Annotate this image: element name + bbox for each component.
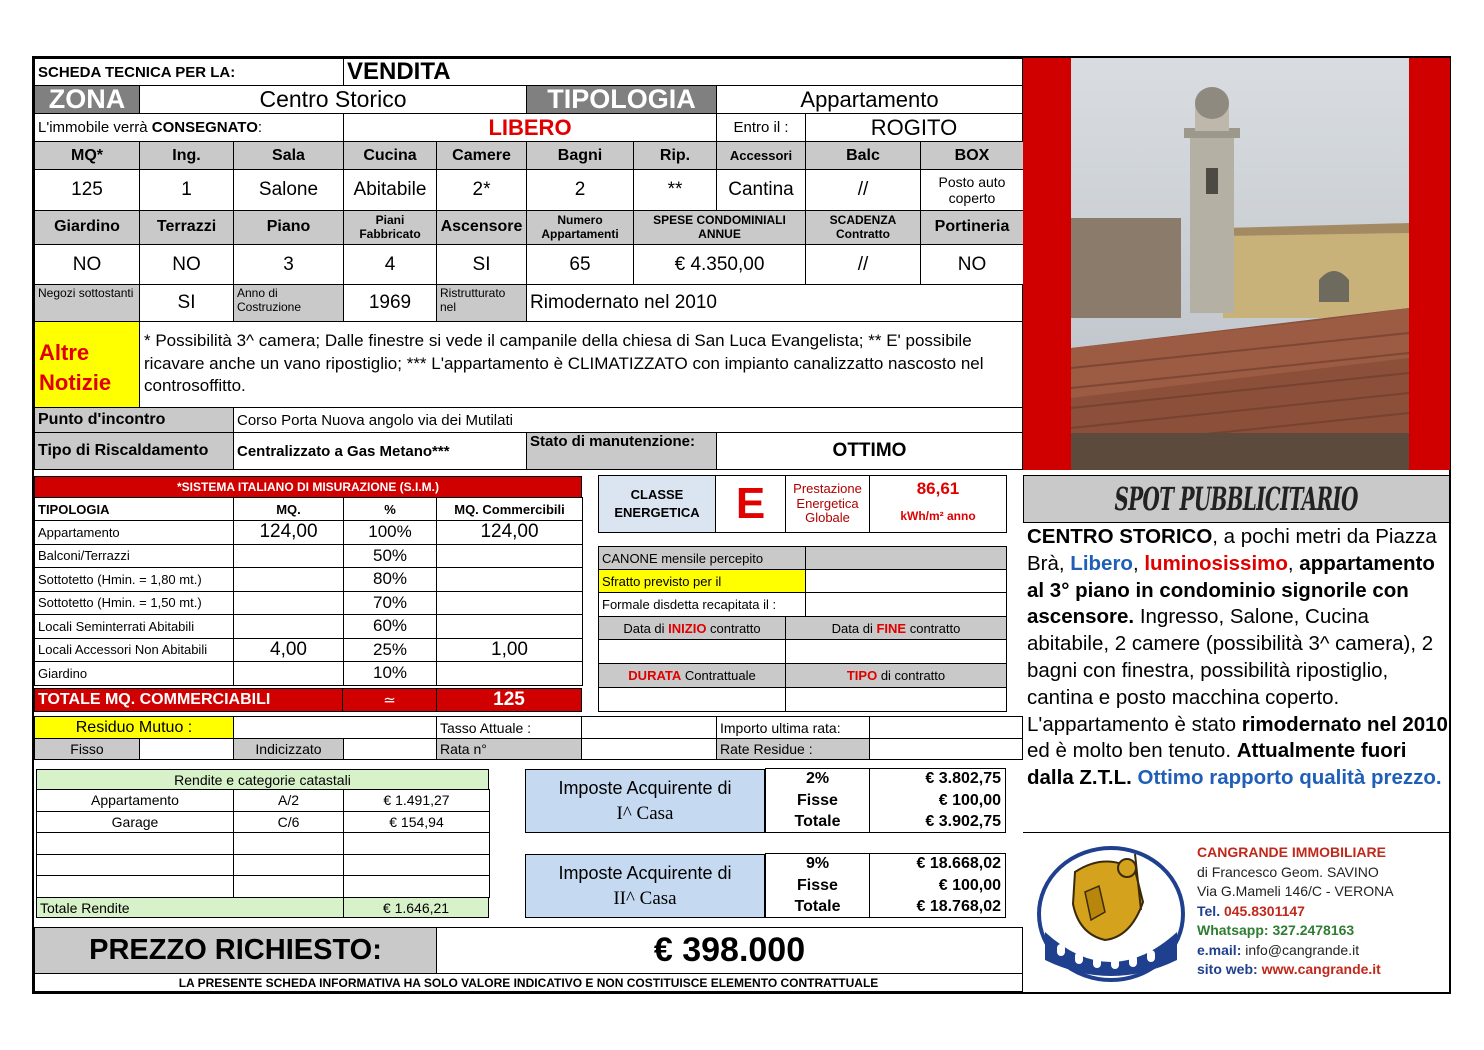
catasto-cell <box>233 854 344 877</box>
sim-cell <box>436 567 583 592</box>
catasto-cell <box>343 875 490 898</box>
spot-t7: appartamento al 3° piano in condominio signorile con ascensore. <box>1027 551 1435 629</box>
sim-cell: Locali Seminterrati Abitabili <box>34 614 234 639</box>
imposte-label: 9% <box>805 855 830 873</box>
prezzo-value: € 398.000 <box>436 927 1023 974</box>
grid1-value: Abitabile <box>343 169 437 211</box>
consegnato-prefix: L'immobile verrà <box>38 119 152 136</box>
sim-cell <box>233 544 344 569</box>
grid2-header: Portineria <box>920 210 1024 245</box>
imposte-label: Fisse <box>797 876 838 894</box>
indicizzato-value[interactable] <box>343 738 437 760</box>
zona-label: ZONA <box>34 85 140 114</box>
residuo-mutuo-value[interactable] <box>233 716 437 739</box>
sfratto-label: Sfratto previsto per il <box>598 569 806 593</box>
grid1-value: Cantina <box>716 169 806 211</box>
anno-value: 1969 <box>343 284 437 322</box>
grid1-header: Rip. <box>633 141 717 170</box>
web-value[interactable]: www.cangrande.it <box>1261 961 1381 977</box>
canone-value <box>805 546 1007 570</box>
grid2-header: SCADENZA Contratto <box>805 210 921 245</box>
spot-separator <box>1023 832 1450 833</box>
incontro-value: Corso Porta Nuova angolo via dei Mutilati <box>233 407 1023 433</box>
inizio-post: contratto <box>706 620 761 636</box>
sim-header: % <box>343 497 437 521</box>
grid1-header: Sala <box>233 141 344 170</box>
catasto-cell <box>233 832 344 855</box>
canone-label: CANONE mensile percepito <box>598 546 806 570</box>
grid1-value: 2* <box>436 169 527 211</box>
sim-header: MQ. <box>233 497 344 521</box>
sim-cell: 124,00 <box>233 520 344 545</box>
inizio-label <box>598 616 786 640</box>
sim-cell: 70% <box>343 591 437 616</box>
catasto-title: Rendite e categorie catastali <box>36 769 489 790</box>
sim-cell: Appartamento <box>34 520 234 545</box>
sim-total-label: TOTALE MQ. COMMERCIABILI <box>34 688 343 712</box>
sim-cell: 124,00 <box>436 520 583 545</box>
catasto-cell <box>36 854 234 877</box>
consegnato-suffix: : <box>257 119 263 136</box>
entro-label: Entro il : <box>716 113 806 142</box>
sfratto-value[interactable] <box>805 569 1007 593</box>
spot-title <box>1023 475 1450 523</box>
spot-t11: Attualmente fuori dalla Z.T.L. <box>1027 739 1407 790</box>
grid1-value: 2 <box>526 169 634 211</box>
sim-cell: 4,00 <box>233 638 344 663</box>
scheda-label: SCHEDA TECNICA PER LA: <box>34 58 344 86</box>
fine-value[interactable] <box>785 639 1007 664</box>
sim-cell <box>233 661 344 686</box>
spot-t8: Ingresso, Salone, Cucina abitabile, 2 camere (possibilità 3^ camera), 2 bagni con finestra, possibilità ripostiglio, cantina e posto macchina coperto. L'appartamento è stato <box>1027 605 1434 736</box>
sim-cell <box>436 591 583 616</box>
tasso-value[interactable] <box>581 716 717 739</box>
grid2-header: Numero Appartamenti <box>526 210 634 245</box>
imposte-divider <box>869 768 870 833</box>
imposte-prima-casa <box>525 769 765 833</box>
email-value[interactable]: info@cangrande.it <box>1245 941 1360 958</box>
fine-red: FINE <box>876 620 907 636</box>
stato-label: Stato di manutenzione: <box>526 432 717 470</box>
catasto-total-value: € 1.646,21 <box>343 897 489 918</box>
durata-red: DURATA <box>628 668 682 683</box>
rata-label: Rata n° <box>436 738 582 760</box>
sim-cell: 1,00 <box>436 638 583 663</box>
spot-text <box>1027 524 1448 829</box>
classe-energetica-label: CLASSE ENERGETICA <box>598 475 716 533</box>
prestazione-label <box>785 475 870 533</box>
spot-t4: , <box>1132 551 1145 575</box>
fisso-value[interactable] <box>139 738 234 760</box>
grid1-value: 125 <box>34 169 140 211</box>
riscaldamento-label: Tipo di Riscaldamento <box>34 432 234 470</box>
inizio-value[interactable] <box>598 639 786 664</box>
imposte-value: € 100,00 <box>938 876 1001 894</box>
agency-web <box>1197 960 1449 980</box>
agency-email <box>1197 941 1449 961</box>
grid1-header: MQ* <box>34 141 140 170</box>
agency-name: CANGRANDE IMMOBILIARE <box>1197 844 1386 860</box>
negozi-value: SI <box>139 284 234 322</box>
stato-value: OTTIMO <box>716 432 1023 470</box>
imposte-frame <box>765 768 1006 833</box>
imposte-value: € 18.668,02 <box>916 855 1001 873</box>
imposte-label: Fisse <box>797 791 838 809</box>
grid2-value: NO <box>920 244 1024 285</box>
church-photo <box>1023 58 1450 470</box>
grid1-header: Ing. <box>139 141 234 170</box>
sim-cell: Locali Accessori Non Abitabili <box>34 638 234 663</box>
agency-info <box>1197 843 1449 983</box>
sim-header: TIPOLOGIA <box>34 497 234 521</box>
rata-value[interactable] <box>581 738 717 760</box>
agency-tel <box>1197 902 1449 922</box>
tipo-contratto-label <box>785 663 1007 688</box>
spot-t2: , a pochi metri da Piazza Brà, <box>1027 525 1437 575</box>
sim-cell: Sottotetto (Hmin. = 1,50 mt.) <box>34 591 234 616</box>
fisso-label: Fisso <box>34 738 140 760</box>
agency-whatsapp <box>1197 921 1449 941</box>
grid1-value: Posto auto coperto <box>920 169 1024 211</box>
grid2-header: Piani Fabbricato <box>343 210 437 245</box>
sim-title: *SISTEMA ITALIANO DI MISURAZIONE (S.I.M.) <box>34 476 582 498</box>
email-label: e.mail: <box>1197 941 1242 958</box>
sim-cell: 10% <box>343 661 437 686</box>
sim-cell <box>233 567 344 592</box>
riscaldamento-value: Centralizzato a Gas Metano*** <box>233 432 527 470</box>
fine-pre: Data di <box>831 620 877 636</box>
catasto-cell: € 1.491,27 <box>343 789 490 812</box>
grid2-header: Piano <box>233 210 344 245</box>
notizie-text: * Possibilità 3^ camera; Dalle finestre si vede il campanile della chiesa di San Luca Evangelista; ** E' possibile ricavare anche un vano ripostiglio; *** L'appartamento è CLIMATIZZATO con impianto canalizzatto nascosto nel controsoffitto. <box>139 321 1023 408</box>
grid2-value: € 4.350,00 <box>633 244 806 285</box>
catasto-cell: Appartamento <box>36 789 234 812</box>
grid1-header: Bagni <box>526 141 634 170</box>
spot-t13: Ottimo rapporto qualità prezzo. <box>1137 766 1442 790</box>
grid2-value: 3 <box>233 244 344 285</box>
fine-label <box>785 616 1007 640</box>
spot-t9: rimodernato nel 2010 <box>1241 712 1448 736</box>
catasto-cell <box>36 832 234 855</box>
grid1-header: Accessori <box>716 141 806 170</box>
scheda-value: VENDITA <box>343 58 1023 86</box>
tasso-label: Tasso Attuale : <box>436 716 582 739</box>
sim-cell: 50% <box>343 544 437 569</box>
tel-label: Tel. <box>1197 902 1221 919</box>
tel-value[interactable]: 045.8301147 <box>1223 902 1305 919</box>
imposte1-label2: I^ Casa <box>616 802 674 824</box>
grid1-header: Cucina <box>343 141 437 170</box>
agency-line1: di Francesco Geom. SAVINO <box>1197 863 1379 880</box>
grid2-value: // <box>805 244 921 285</box>
grid1-header: Balc <box>805 141 921 170</box>
sim-cell: Giardino <box>34 661 234 686</box>
negozi-label: Negozi sottostanti <box>34 284 140 322</box>
imposte1-label1: Imposte Acquirente di <box>558 777 732 798</box>
imposte-divider <box>869 853 870 918</box>
imposte2-label2: II^ Casa <box>613 887 677 909</box>
prestazione-unit: kWh/m² anno <box>869 500 1007 533</box>
prestazione-value: 86,61 <box>869 475 1007 501</box>
residuo-mutuo-label: Residuo Mutuo : <box>34 716 234 739</box>
sim-cell <box>436 614 583 639</box>
imposte-seconda-casa <box>525 854 765 918</box>
tipo-red: TIPO <box>846 668 878 683</box>
consegnato-label <box>34 113 344 142</box>
catasto-cell <box>36 875 234 898</box>
rate-residue-label: Rate Residue : <box>716 738 870 760</box>
inizio-red: INIZIO <box>668 620 707 636</box>
imposte-label: 2% <box>805 770 830 788</box>
whatsapp-label: Whatsapp: <box>1197 922 1269 938</box>
grid2-header: Terrazzi <box>139 210 234 245</box>
sim-total-value: 125 <box>436 688 582 712</box>
spot-t1: CENTRO STORICO <box>1027 525 1213 548</box>
imposte-label: Totale <box>794 898 841 916</box>
imposte-value: € 3.802,75 <box>925 770 1001 788</box>
whatsapp-value[interactable]: 327.2478163 <box>1272 922 1355 938</box>
durata-post: Contrattuale <box>681 668 756 683</box>
catasto-cell: Garage <box>36 811 234 834</box>
sim-cell <box>436 661 583 686</box>
grid2-header: Giardino <box>34 210 140 245</box>
zona-value: Centro Storico <box>139 85 527 114</box>
grid2-value: 4 <box>343 244 437 285</box>
sim-cell <box>436 544 583 569</box>
sim-cell: 25% <box>343 638 437 663</box>
entro-value: ROGITO <box>805 113 1023 142</box>
incontro-label: Punto d'incontro <box>34 407 234 433</box>
consegnato-bold: CONSEGNATO <box>151 119 258 136</box>
rate-residue-value[interactable] <box>869 738 1023 760</box>
catasto-cell: € 154,94 <box>343 811 490 834</box>
grid1-value: 1 <box>139 169 234 211</box>
sim-header: MQ. Commercibili <box>436 497 583 521</box>
grid1-header: Camere <box>436 141 527 170</box>
spot-t5: luminosissimo <box>1144 551 1288 575</box>
catasto-total-label: Totale Rendite <box>36 897 344 918</box>
fine-post: contratto <box>906 620 961 636</box>
sim-cell: 100% <box>343 520 437 545</box>
grid1-value: // <box>805 169 921 211</box>
grid2-header: Ascensore <box>436 210 527 245</box>
imposte2-label1: Imposte Acquirente di <box>558 862 732 883</box>
tipo-contratto-value[interactable] <box>785 687 1007 712</box>
importo-rata-value[interactable] <box>869 716 1023 739</box>
disdetta-value[interactable] <box>805 592 1007 617</box>
grid2-value: SI <box>436 244 527 285</box>
sim-total-sym: ≃ <box>342 688 437 712</box>
imposte-label: Totale <box>794 813 841 831</box>
imposte-value: € 100,00 <box>938 791 1001 809</box>
catasto-cell: C/6 <box>233 811 344 834</box>
durata-label <box>598 663 786 688</box>
notizie-label: Altre Notizie <box>34 321 140 408</box>
indicizzato-label: Indicizzato <box>233 738 344 760</box>
tipologia-value: Appartamento <box>716 85 1023 114</box>
spot-t3: Libero <box>1070 551 1133 575</box>
catasto-cell <box>343 854 490 877</box>
sim-cell: 80% <box>343 567 437 592</box>
sim-cell: Balconi/Terrazzi <box>34 544 234 569</box>
agency-logo <box>1035 842 1187 982</box>
sim-cell <box>233 591 344 616</box>
cangrande-logo-icon <box>1035 842 1187 982</box>
grid2-value: 65 <box>526 244 634 285</box>
grid2-header: SPESE CONDOMINIALI ANNUE <box>633 210 806 245</box>
catasto-cell <box>343 832 490 855</box>
grid2-value: NO <box>34 244 140 285</box>
durata-value[interactable] <box>598 687 786 712</box>
tipologia-label: TIPOLOGIA <box>526 85 717 114</box>
ristrutturato-value: Rimodernato nel 2010 <box>526 284 1023 322</box>
tipo-post: di contratto <box>877 668 946 683</box>
sim-cell: Sottotetto (Hmin. = 1,80 mt.) <box>34 567 234 592</box>
web-label: sito web: <box>1197 961 1258 977</box>
grid1-value: Salone <box>233 169 344 211</box>
importo-rata-label: Importo ultima rata: <box>716 716 870 739</box>
spot-t6: , <box>1287 551 1300 575</box>
prestazione-text: Prestazione Energetica Globale <box>793 480 862 526</box>
prezzo-label: PREZZO RICHIESTO: <box>34 927 437 974</box>
imposte-value: € 3.902,75 <box>925 813 1001 831</box>
grid1-header: BOX <box>920 141 1024 170</box>
sim-cell: 60% <box>343 614 437 639</box>
photo-illustration <box>1023 58 1450 470</box>
disdetta-label: Formale disdetta recapitata il : <box>598 592 806 617</box>
imposte-frame <box>765 853 1006 918</box>
grid1-value: ** <box>633 169 717 211</box>
inizio-pre: Data di <box>623 620 669 636</box>
spot-t10: ed è molto ben tenuto. <box>1027 739 1237 763</box>
agency-line2: Via G.Mameli 146/C - VERONA <box>1197 883 1394 899</box>
catasto-cell <box>233 875 344 898</box>
imposte-value: € 18.768,02 <box>916 898 1001 916</box>
anno-label: Anno di Costruzione <box>233 284 344 322</box>
ristrutturato-label: Ristrutturato nel <box>436 284 527 322</box>
sim-cell <box>233 614 344 639</box>
classe-energetica-value: E <box>715 475 786 533</box>
grid2-value: NO <box>139 244 234 285</box>
disclaimer: LA PRESENTE SCHEDA INFORMATIVA HA SOLO VALORE INDICATIVO E NON COSTITUISCE ELEMENTO CONTRATTUALE <box>34 973 1023 992</box>
catasto-cell: A/2 <box>233 789 344 812</box>
consegnato-value: LIBERO <box>343 113 717 142</box>
spot-title-text: SPOT PUBBLICITARIO <box>1114 480 1359 518</box>
